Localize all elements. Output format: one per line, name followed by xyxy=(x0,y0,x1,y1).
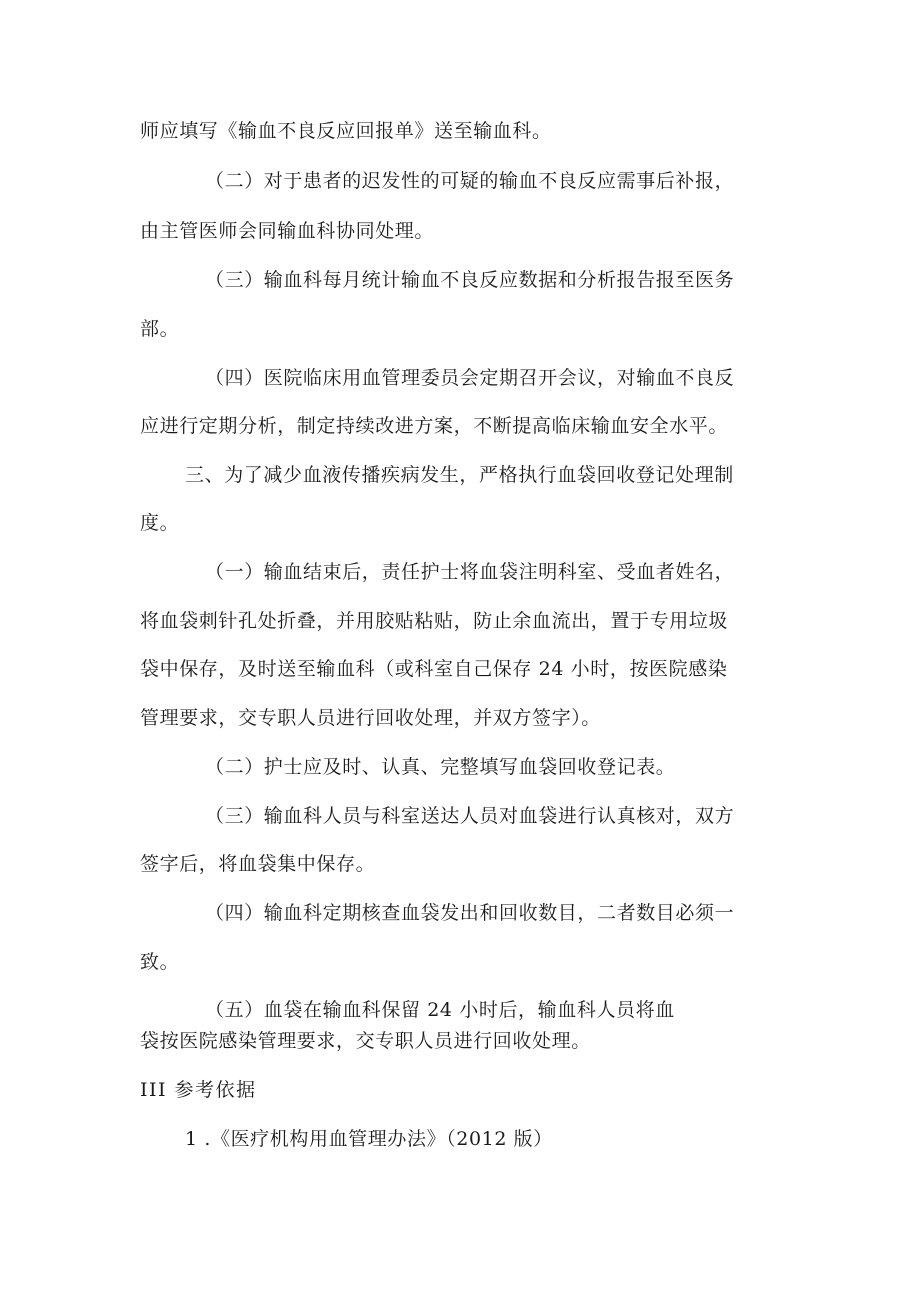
section-title: III 参考依据 xyxy=(140,1079,257,1101)
paragraph-line: 由主管医师会同输血科协同处理。 xyxy=(140,220,435,242)
paragraph-line: （四）医院临床用血管理委员会定期召开会议，对输血不良反 xyxy=(205,367,735,389)
section-heading-line: 度。 xyxy=(140,512,180,534)
section-heading-line: 三、为了减少血液传播疾病发生，严格执行血袋回收登记处理制 xyxy=(185,464,734,486)
paragraph-line: （二）对于患者的迟发性的可疑的输血不良反应需事后补报， xyxy=(205,170,735,192)
paragraph-line: 致。 xyxy=(140,951,180,973)
paragraph-line: （五）血袋在输血科保留 24 小时后，输血科人员将血 xyxy=(205,999,675,1021)
paragraph-line: （二）护士应及时、认真、完整填写血袋回收登记表。 xyxy=(205,756,676,778)
paragraph-line: 师应填写《输血不良反应回报单》送至输血科。 xyxy=(140,120,552,142)
paragraph-line: （四）输血科定期核查血袋发出和回收数目，二者数目必须一 xyxy=(205,902,735,924)
reference-item: 1 .《医疗机构用血管理办法》（2012 版） xyxy=(185,1128,553,1150)
paragraph-line: 袋中保存，及时送至输血科（或科室自己保存 24 小时，按医院感染 xyxy=(140,658,728,680)
paragraph-line: 将血袋刺针孔处折叠，并用胶贴粘贴，防止余血流出，置于专用垃圾 xyxy=(140,610,729,632)
paragraph-line: 袋按医院感染管理要求，交专职人员进行回收处理。 xyxy=(140,1030,591,1052)
paragraph-line: （三）输血科人员与科室送达人员对血袋进行认真核对，双方 xyxy=(205,805,735,827)
paragraph-line: 部。 xyxy=(140,318,180,340)
paragraph-line: （三）输血科每月统计输血不良反应数据和分析报告报至医务 xyxy=(205,269,735,291)
paragraph-line: 签字后，将血袋集中保存。 xyxy=(140,853,376,875)
paragraph-line: 管理要求，交专职人员进行回收处理，并双方签字）。 xyxy=(140,707,601,729)
paragraph-line: 应进行定期分析，制定持续改进方案，不断提高临床输血安全水平。 xyxy=(140,415,729,437)
paragraph-line: （一）输血结束后，责任护士将血袋注明科室、受血者姓名， xyxy=(205,561,735,583)
